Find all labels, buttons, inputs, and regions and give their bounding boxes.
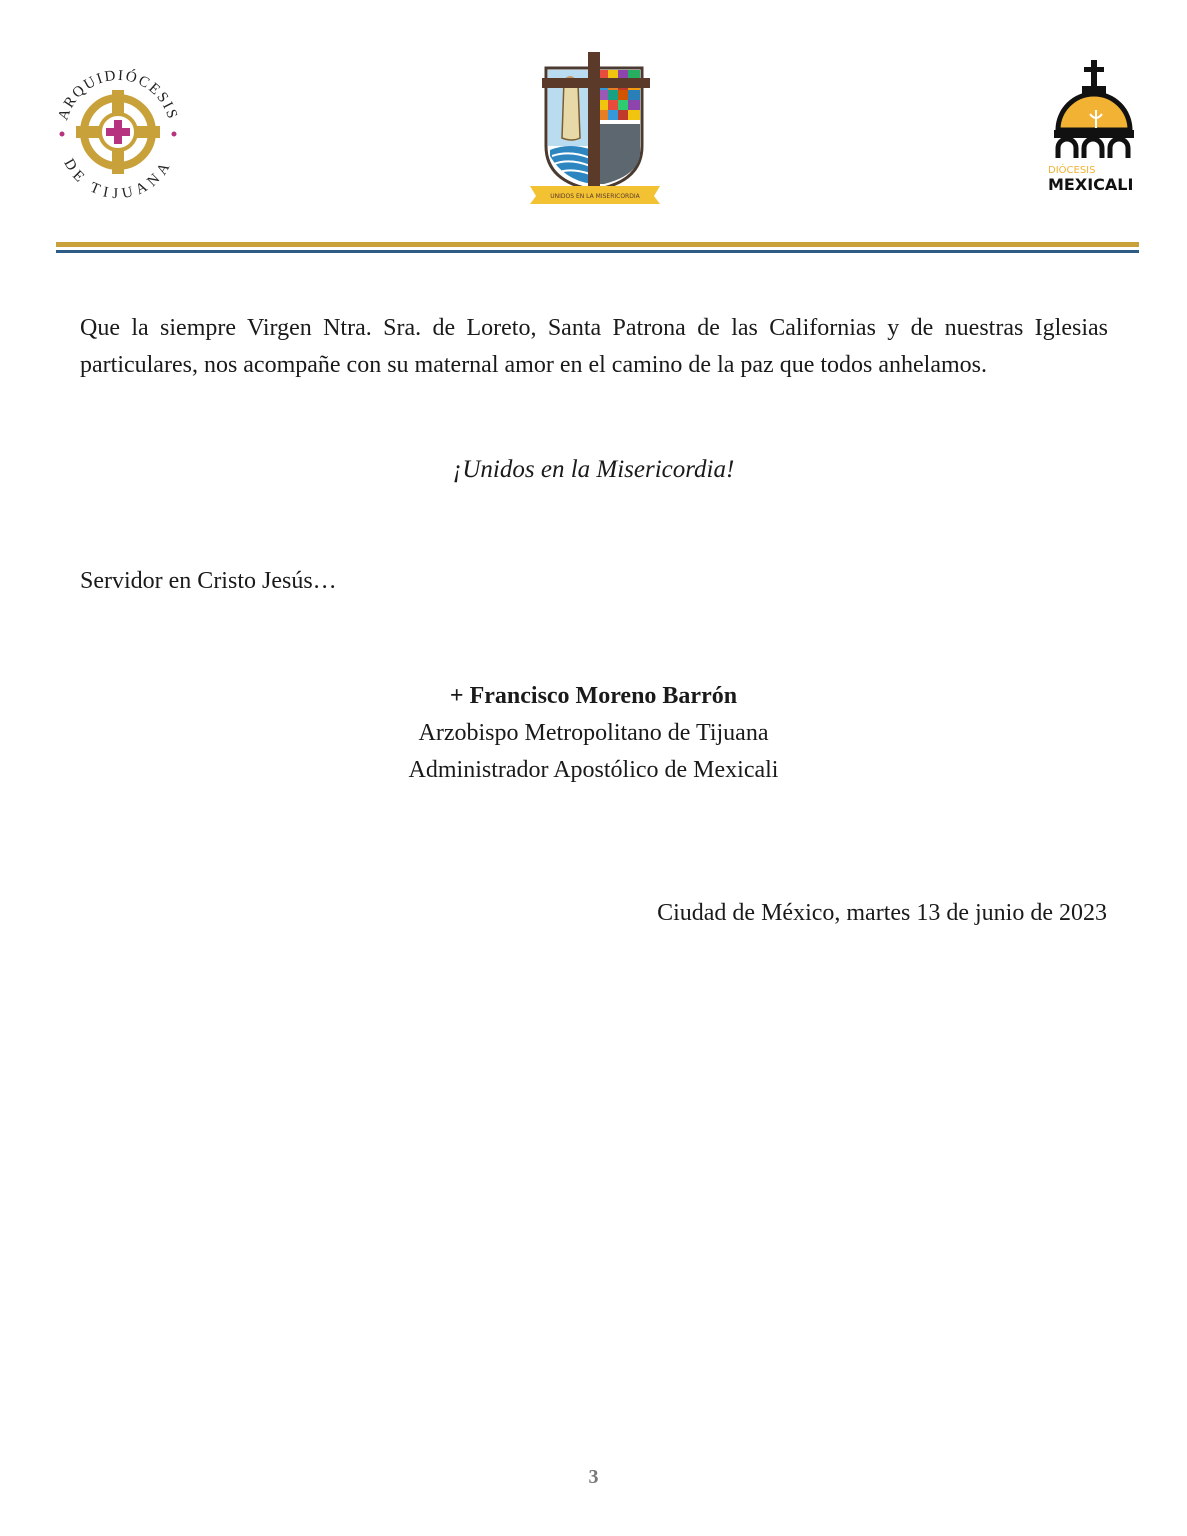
header-divider-gold	[56, 242, 1139, 247]
signatory-title-1: Arzobispo Metropolitano de Tijuana	[418, 720, 769, 746]
signatory-name: + Francisco Moreno Barrón	[449, 683, 738, 709]
tijuana-emblem-icon	[48, 62, 188, 202]
mexicali-diocese-logo	[1044, 58, 1148, 198]
dome-cross-icon	[1044, 58, 1148, 198]
place-date-line: Ciudad de México, martes 13 de junio de 2023	[657, 900, 1107, 926]
tijuana-archdiocese-logo	[48, 62, 188, 202]
shield-cross-icon	[524, 46, 666, 206]
blessing-paragraph: Que la siempre Virgen Ntra. Sra. de Loreto, Santa Patrona de las Californias y de nuestras Iglesias particulares, nos acompañe con su maternal amor en el camino de la paz que todos anhelamos.	[80, 315, 1108, 378]
svg-text:MEXICALI: MEXICALI	[1048, 175, 1134, 194]
closing-line: Servidor en Cristo Jesús…	[80, 568, 337, 594]
signatory-title-2: Administrador Apostólico de Mexicali	[408, 757, 779, 783]
svg-text:DE TIJUANA: DE TIJUANA	[60, 156, 176, 202]
svg-text:UNIDOS EN LA MISERICORDIA: UNIDOS EN LA MISERICORDIA	[550, 193, 640, 200]
header-divider-blue	[56, 250, 1139, 253]
svg-text:ARQUIDIÓCESIS: ARQUIDIÓCESIS	[55, 67, 181, 123]
signature-block	[0, 678, 1187, 789]
motto-line: ¡Unidos en la Misericordia!	[452, 456, 735, 483]
unity-shield-logo	[524, 46, 666, 206]
svg-text:DIÓCESIS: DIÓCESIS	[1048, 165, 1096, 176]
page-number: 3	[588, 1466, 599, 1488]
